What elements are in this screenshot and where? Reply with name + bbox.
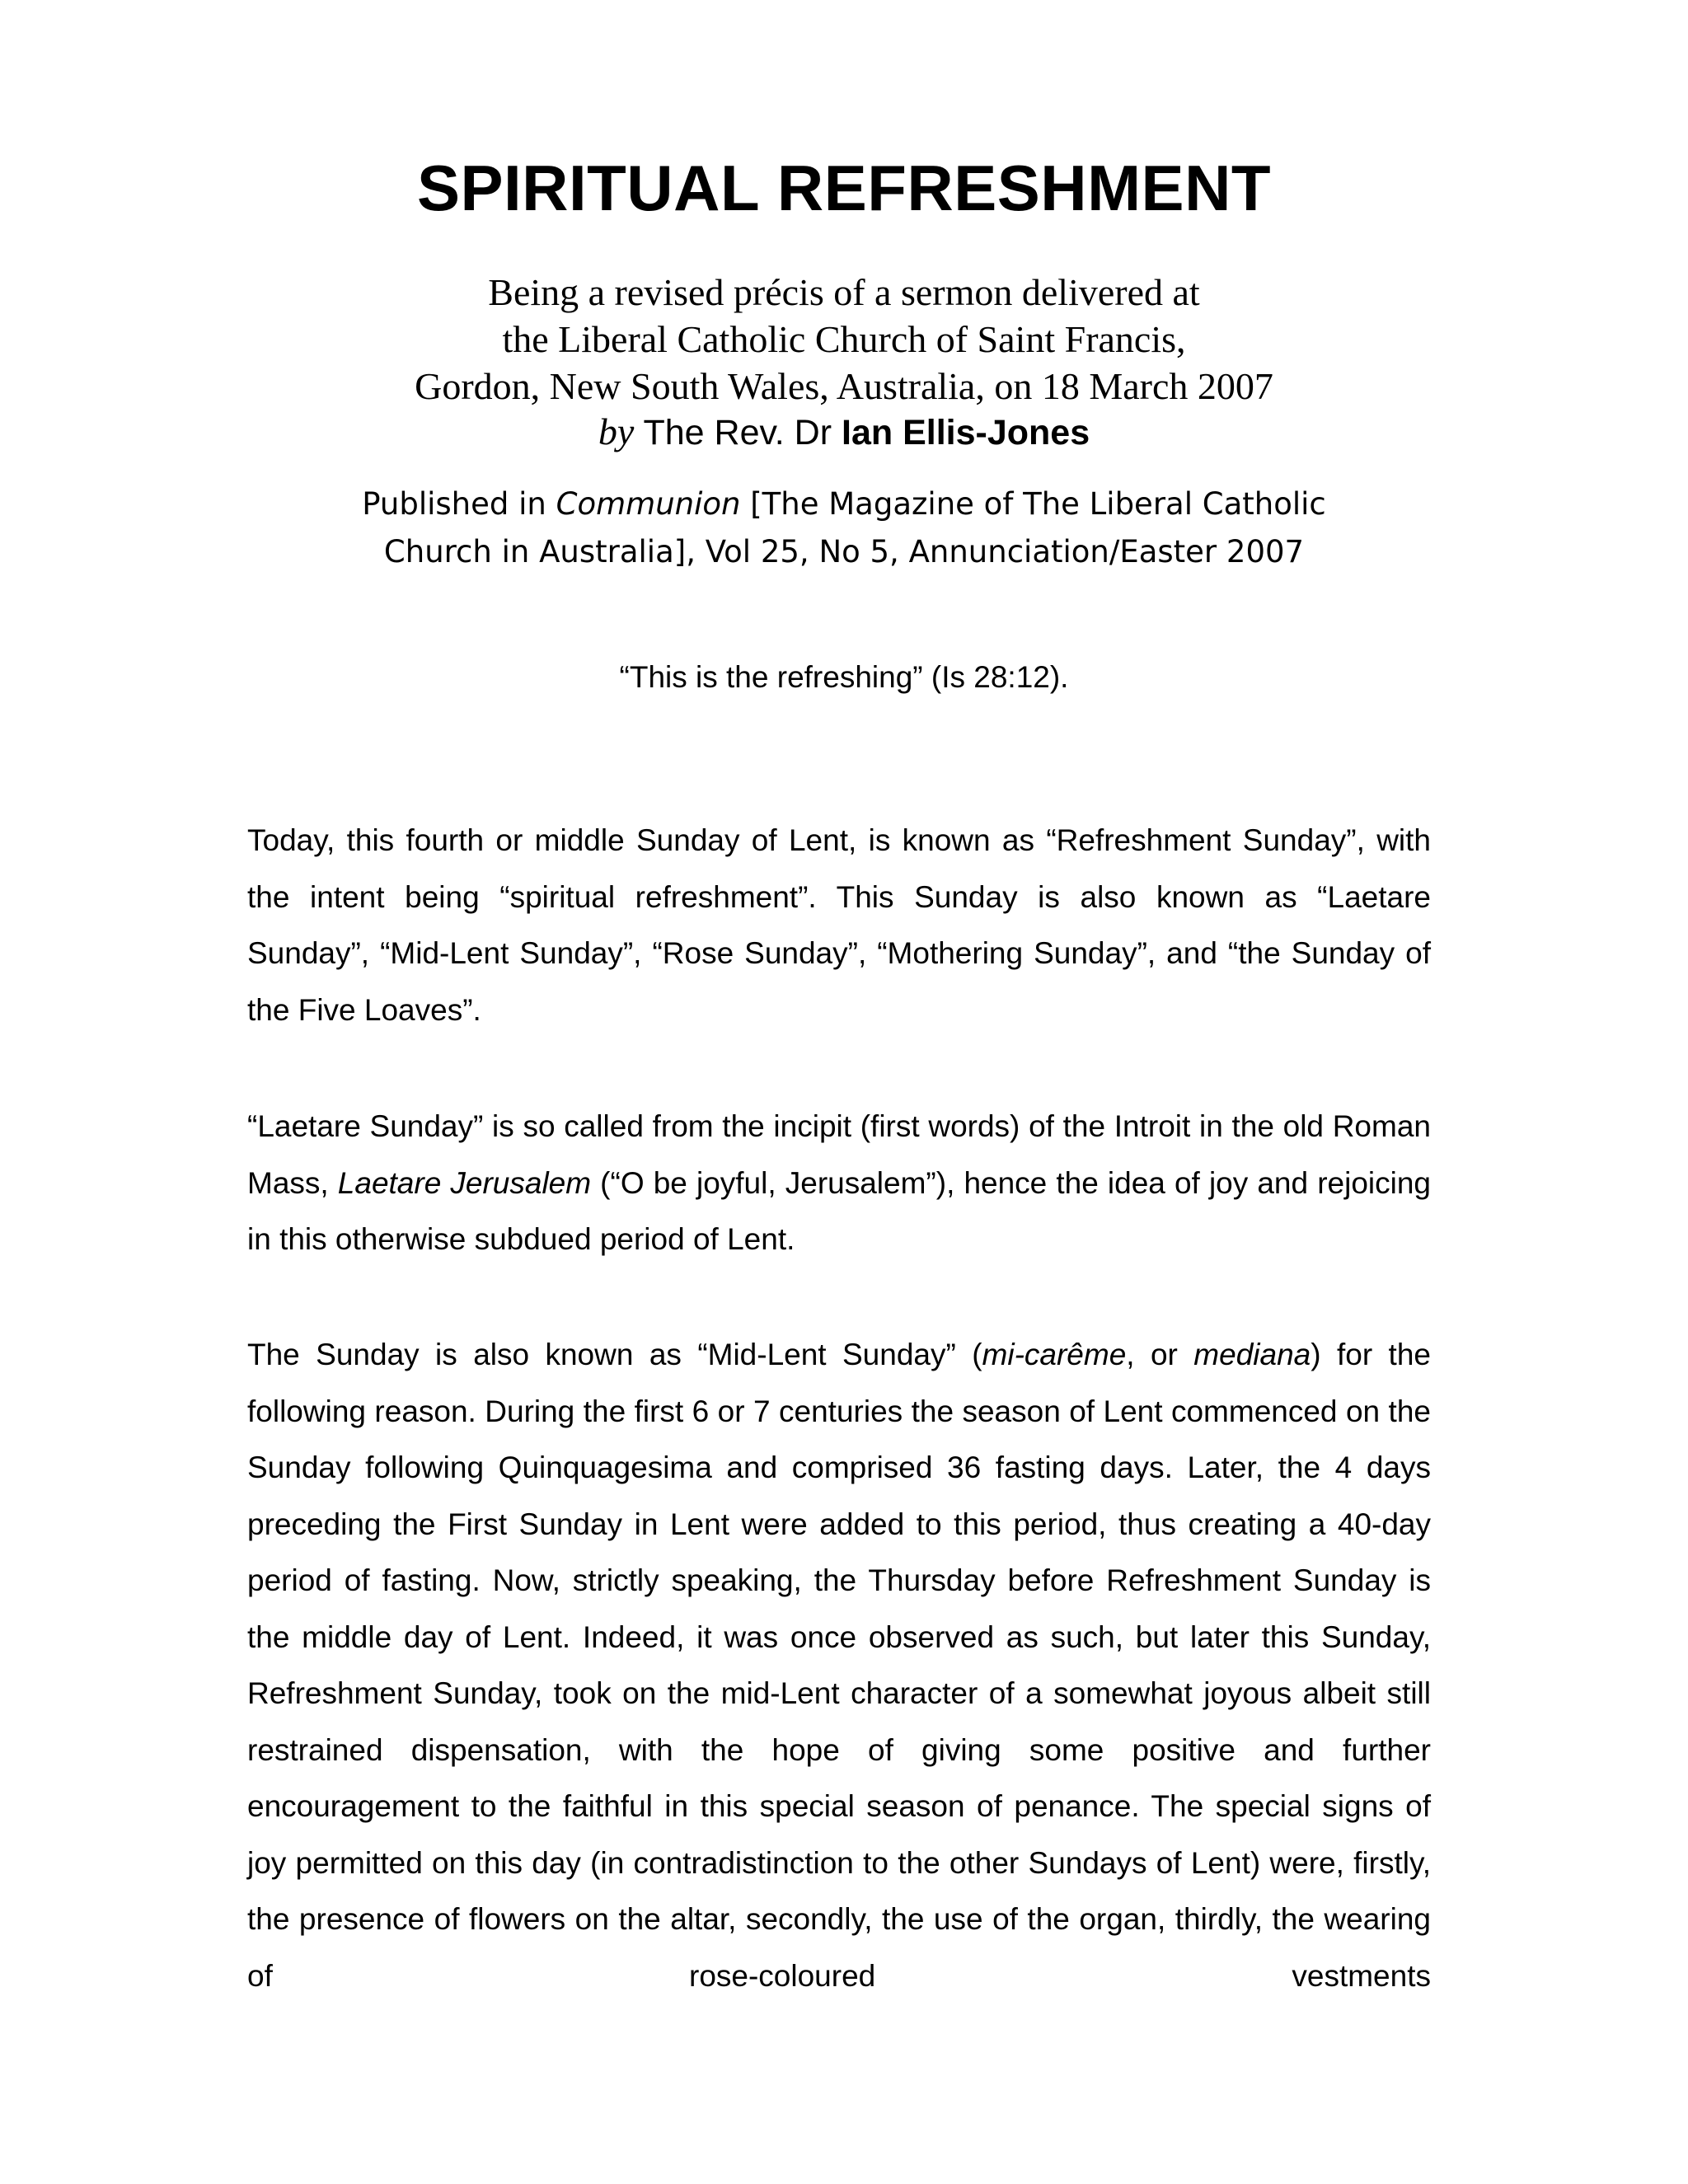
paragraph-text: (“O be joyful, Jerusalem”), hence the idea of joy and rejoicing in this otherwise subdued period of Lent. <box>247 1165 1431 1256</box>
publication-line <box>0 480 1688 528</box>
paragraph-refreshment-sunday: Today, this fourth or middle Sunday of Lent, is known as “Refreshment Sunday”, with the intent being “spiritual refreshment”. This Sunday is also known as “Laetare Sunday”, “Mid-Lent Sunday”, “Rose Sunday”, “Mothering Sunday”, and “the Sunday of the Five Loaves”. <box>247 823 1431 1027</box>
paragraph-laetare-sunday <box>247 1099 1431 1268</box>
publication-name: Communion <box>556 486 741 522</box>
publication-prefix: Published in <box>362 486 546 522</box>
paragraph-text: ) for the following reason. During the first 6 or 7 centuries the season of Lent commenced on the Sunday following Quinquagesima and comprised 36 fasting days. Later, the 4 days preceding the First Sunday in Lent were added to this period, thus creating a 40-day period of fasting. Now, strictly speaking, the Thursday before Refreshment Sunday is the middle day of Lent. Indeed, it was once observed as such, but later this Sunday, Refreshment Sunday, took on the mid-Lent character of a somewhat joyous albeit still restrained dispensation, with the hope of giving some positive and further encouragement to the faithful in this special season of penance. The special signs of joy permitted on this day (in contradistinction to the other Sundays of Lent) were, firstly, the presence of flowers on the altar, secondly, the use of the organ, thirdly, the wearing of rose-coloured vestments <box>247 1338 1431 1993</box>
subtitle-line: Gordon, New South Wales, Australia, on 18 March 2007 <box>415 365 1273 407</box>
subtitle-line: Being a revised précis of a sermon delivered at <box>488 271 1200 313</box>
latin-phrase: Laetare Jerusalem <box>337 1165 592 1200</box>
sermon-description <box>0 269 1688 410</box>
paragraph-mid-lent-sunday <box>247 1327 1431 2004</box>
author-byline <box>0 410 1688 455</box>
french-term: mi-carême <box>982 1338 1127 1371</box>
subtitle-line: the Liberal Catholic Church of Saint Francis, <box>502 318 1186 360</box>
paragraph-text: The Sunday is also known as “Mid-Lent Sunday” ( <box>247 1338 982 1371</box>
epigraph: “This is the refreshing” (Is 28:12). <box>619 660 1069 694</box>
latin-term: mediana <box>1193 1338 1311 1371</box>
paragraph-text: “Laetare Sunday” is so called from the incipit (first words) of the Introit in the old Roman Mass, <box>247 1109 1431 1200</box>
paragraph-text: , or <box>1126 1338 1194 1371</box>
byline-title: The Rev. Dr <box>643 413 832 452</box>
byline-by: by <box>598 410 635 452</box>
document-title: SPIRITUAL REFRESHMENT <box>416 152 1272 224</box>
publication-details: [The Magazine of The Liberal Catholic <box>750 486 1326 522</box>
author-name: Ian Ellis-Jones <box>842 413 1090 452</box>
publication-line: Church in Australia], Vol 25, No 5, Annunciation/Easter 2007 <box>383 534 1305 569</box>
publication-note <box>0 480 1688 576</box>
